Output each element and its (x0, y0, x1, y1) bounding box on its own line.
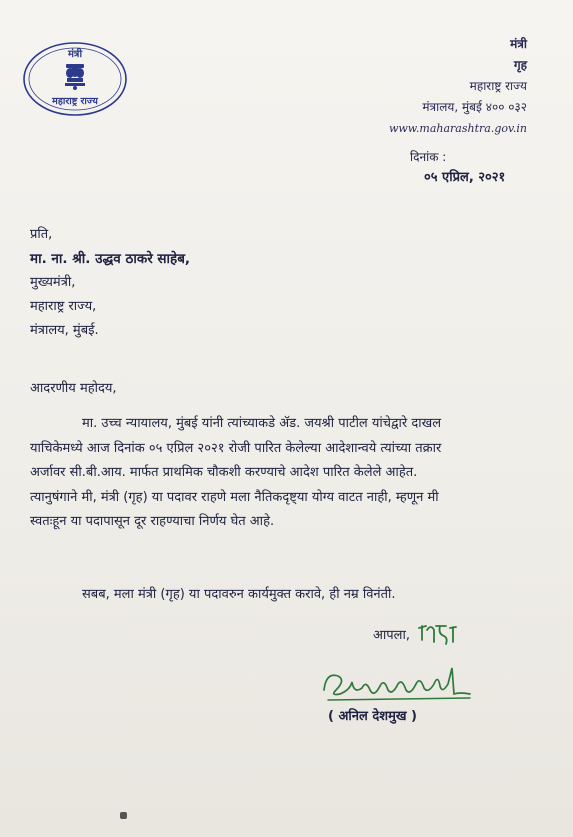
letterhead-website: www.maharashtra.gov.in (388, 122, 527, 135)
recipient-place: मंत्रालय, मुंबई. (30, 323, 99, 338)
recipient-designation: मुख्यमंत्री, (30, 275, 76, 290)
green-initials (416, 620, 462, 648)
signature (320, 660, 480, 706)
ministry-seal (22, 40, 128, 118)
letterhead (389, 34, 527, 139)
date-label: दिनांक : (410, 150, 447, 164)
salutation: आदरणीय महोदय, (30, 381, 117, 396)
paper-mark (120, 812, 127, 819)
date-value: ०५ एप्रिल, २०२१ (424, 170, 506, 185)
body-paragraph-1 (30, 412, 545, 535)
seal-emblem (22, 40, 128, 118)
body-line: त्यानुषंगाने मी, मंत्री (गृह) या पदावर राहणे मला नैतिकदृष्ट्या योग्य वाटत नाही, म्हणून मी (30, 489, 439, 505)
seal-bottom-text: महाराष्ट्र राज्य (52, 96, 98, 107)
recipient-name: मा. ना. श्री. उद्धव ठाकरे साहेब, (30, 251, 191, 267)
body-line: अर्जावर सी.बी.आय. मार्फत प्राथमिक चौकशी करण्याचे आदेश पारित केलेले आहेत. (30, 465, 418, 480)
body-line: याचिकेमध्ये आज दिनांक ०५ एप्रिल २०२१ रोजी पारित केलेल्या आदेशान्वये त्यांच्या तक्रार (30, 440, 442, 456)
body-paragraph-2: सबब, मला मंत्री (गृह) या पदावरुन कार्यमुक्त करावे, ही नम्र विनंती. (82, 587, 396, 602)
signatory-name: ( अनिल देशमुख ) (328, 709, 417, 724)
seal-top-text: मंत्री (67, 49, 83, 60)
letterhead-address: मंत्रालय, मुंबई ४०० ०३२ (422, 100, 527, 114)
recipient-block (30, 223, 190, 343)
body-line: मा. उच्च न्यायालय, मुंबई यांनी त्यांच्याकडे ॲड. जयश्री पाटील यांचेद्वारे दाखल (82, 416, 442, 431)
letterhead-title: मंत्री (510, 37, 527, 51)
closing: आपला, (373, 628, 410, 643)
body-line: स्वतःहून या पदापासून दूर राहण्याचा निर्णय घेत आहे. (30, 514, 275, 529)
letterhead-state: महाराष्ट्र राज्य (469, 79, 527, 93)
recipient-prefix: प्रति, (30, 227, 53, 242)
recipient-state: महाराष्ट्र राज्य, (30, 299, 97, 314)
letterhead-department: गृह (513, 58, 527, 72)
